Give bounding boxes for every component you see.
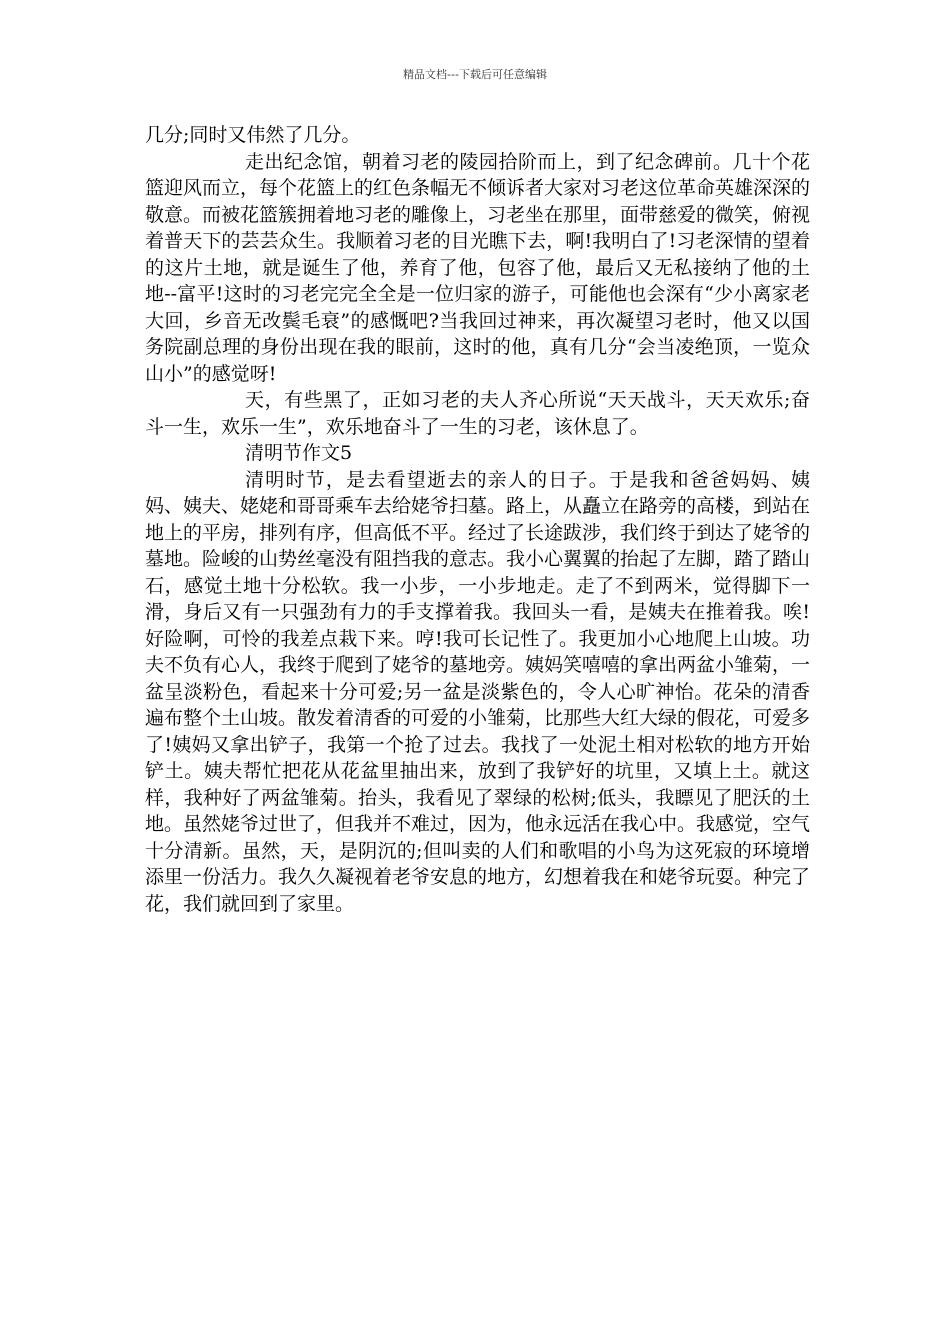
paragraph-evening: 天，有些黑了，正如习老的夫人齐心所说“天天战斗，天天欢乐;奋斗一生，欢乐一生”，欢乐地奋斗了一生的习老，该休息了。 xyxy=(145,389,810,438)
paragraph-qingming: 清明时节，是去看望逝去的亲人的日子。于是我和爸爸妈妈、姨妈、姨夫、姥姥和哥哥乘车去给姥爷扫墓。路上，从矗立在路旁的高楼，到站在地上的平房，排列有序，但高低不平。经过了长途跋涉，我们终于到达了姥爷的墓地。险峻的山势丝毫没有阻挡我的意志。我小心翼翼的抬起了左脚，踏了踏山石，感觉土地十分松软。我一小步，一小步地走。走了不到两米，觉得脚下一滑，身后又有一只强劲有力的手支撑着我。我回头一看，是姨夫在推着我。唉!好险啊，可怜的我差点栽下来。哼!我可长记性了。我更加小心地爬上山坡。功夫不负有心人，我终于爬到了姥爷的墓地旁。姨妈笑嘻嘻的拿出两盆小雏菊，一盆呈淡粉色，看起来十分可爱;另一盆是淡紫色的，令人心旷神怡。花朵的清香遍布整个土山坡。散发着清香的可爱的小雏菊，比那些大红大绿的假花，可爱多了!姨妈又拿出铲子，我第一个抢了过去。我找了一处泥土相对松软的地方开始铲土。姨夫帮忙把花从花盆里抽出来，放到了我铲好的坑里，又填上土。就这样，我种好了两盆雏菊。抬头，我看见了翠绿的松树;低头，我瞟见了肥沃的土地。虽然姥爷过世了，但我并不难过，因为，他永远活在我心中。我感觉，空气十分清新。虽然，天，是阴沉的;但叫卖的人们和歌唱的小鸟为这死寂的环境增添里一份活力。我久久凝视着老爷安息的地方，幻想着我在和姥爷玩耍。种完了花，我们就回到了家里。 xyxy=(145,468,811,915)
paragraph-continuation: 几分;同时又伟然了几分。 xyxy=(145,124,361,146)
section-title: 清明节作文5 xyxy=(245,442,353,464)
paragraph-memorial: 走出纪念馆，朝着习老的陵园拾阶而上，到了纪念碑前。几十个花篮迎风而立，每个花篮上的红色条幅无不倾诉者大家对习老这位革命英雄深深的敬意。而被花篮簇拥着地习老的雕像上，习老坐在那里，面带慈爱的微笑，俯视着普天下的芸芸众生。我顺着习老的目光瞧下去，啊!我明白了!习老深情的望着的这片土地，就是诞生了他，养育了他，包容了他，最后又无私接纳了他的土地--富平!这时的习老完完全全是一位归家的游子，可能他也会深有“少小离家老大回，乡音无改鬓毛衰”的感慨吧?当我回过神来，再次凝望习老时，他又以国务院副总理的身份出现在我的眼前，这时的他，真有几分“会当凌绝顶，一览众山小”的感觉呀! xyxy=(145,150,811,385)
document-body xyxy=(145,122,810,917)
page-header: 精品文档---下载后可任意编辑 xyxy=(403,68,547,81)
